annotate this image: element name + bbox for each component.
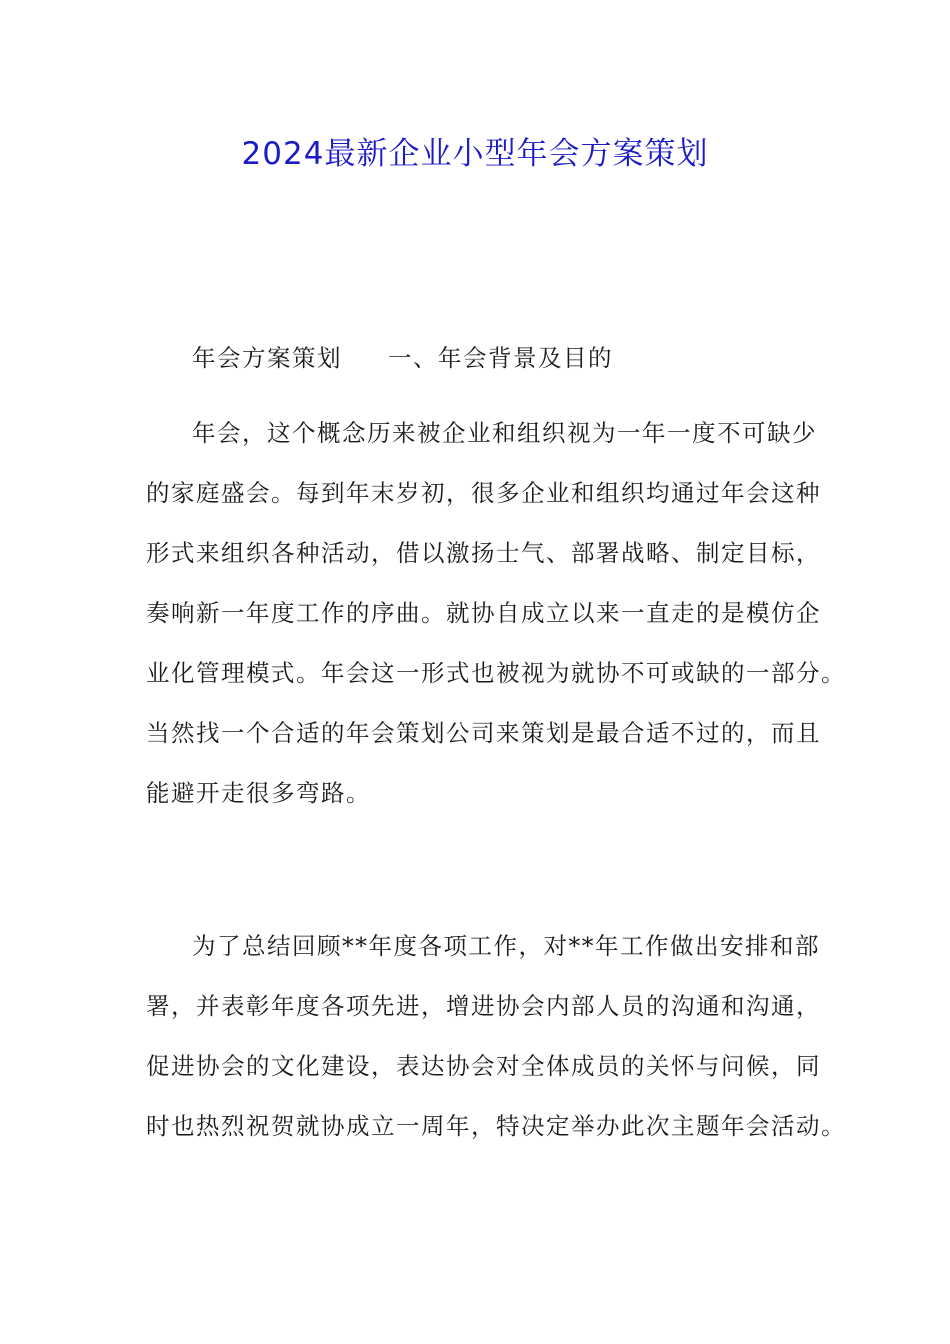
paragraph-line: 业化管理模式。年会这一形式也被视为就协不可或缺的一部分。 bbox=[146, 659, 846, 687]
paragraph-line: 署，并表彰年度各项先进，增进协会内部人员的沟通和沟通， bbox=[146, 992, 821, 1020]
paragraph-line: 时也热烈祝贺就协成立一周年，特决定举办此次主题年会活动。 bbox=[146, 1112, 846, 1140]
plan-label: 年会方案策划 bbox=[192, 344, 342, 372]
paragraph-line: 形式来组织各种活动，借以激扬士气、部署战略、制定目标， bbox=[146, 539, 821, 567]
paragraph-line: 为了总结回顾**年度各项工作，对**年工作做出安排和部 bbox=[192, 932, 820, 960]
paragraph-line: 的家庭盛会。每到年末岁初，很多企业和组织均通过年会这种 bbox=[146, 479, 821, 507]
document-title: 2024最新企业小型年会方案策划 bbox=[241, 136, 709, 172]
paragraph-background bbox=[146, 403, 846, 823]
paragraph-line: 年会，这个概念历来被企业和组织视为一年一度不可缺少 bbox=[192, 419, 817, 447]
paragraph-line: 能避开走很多弯路。 bbox=[146, 779, 371, 807]
paragraph-line: 促进协会的文化建设，表达协会对全体成员的关怀与问候，同 bbox=[146, 1052, 821, 1080]
paragraph-line: 当然找一个合适的年会策划公司来策划是最合适不过的，而且 bbox=[146, 719, 821, 747]
section-heading: 一、年会背景及目的 bbox=[388, 344, 613, 372]
paragraph-line: 奏响新一年度工作的序曲。就协自成立以来一直走的是模仿企 bbox=[146, 599, 821, 627]
paragraph-purpose bbox=[146, 916, 846, 1156]
section-heading-line bbox=[146, 328, 826, 388]
